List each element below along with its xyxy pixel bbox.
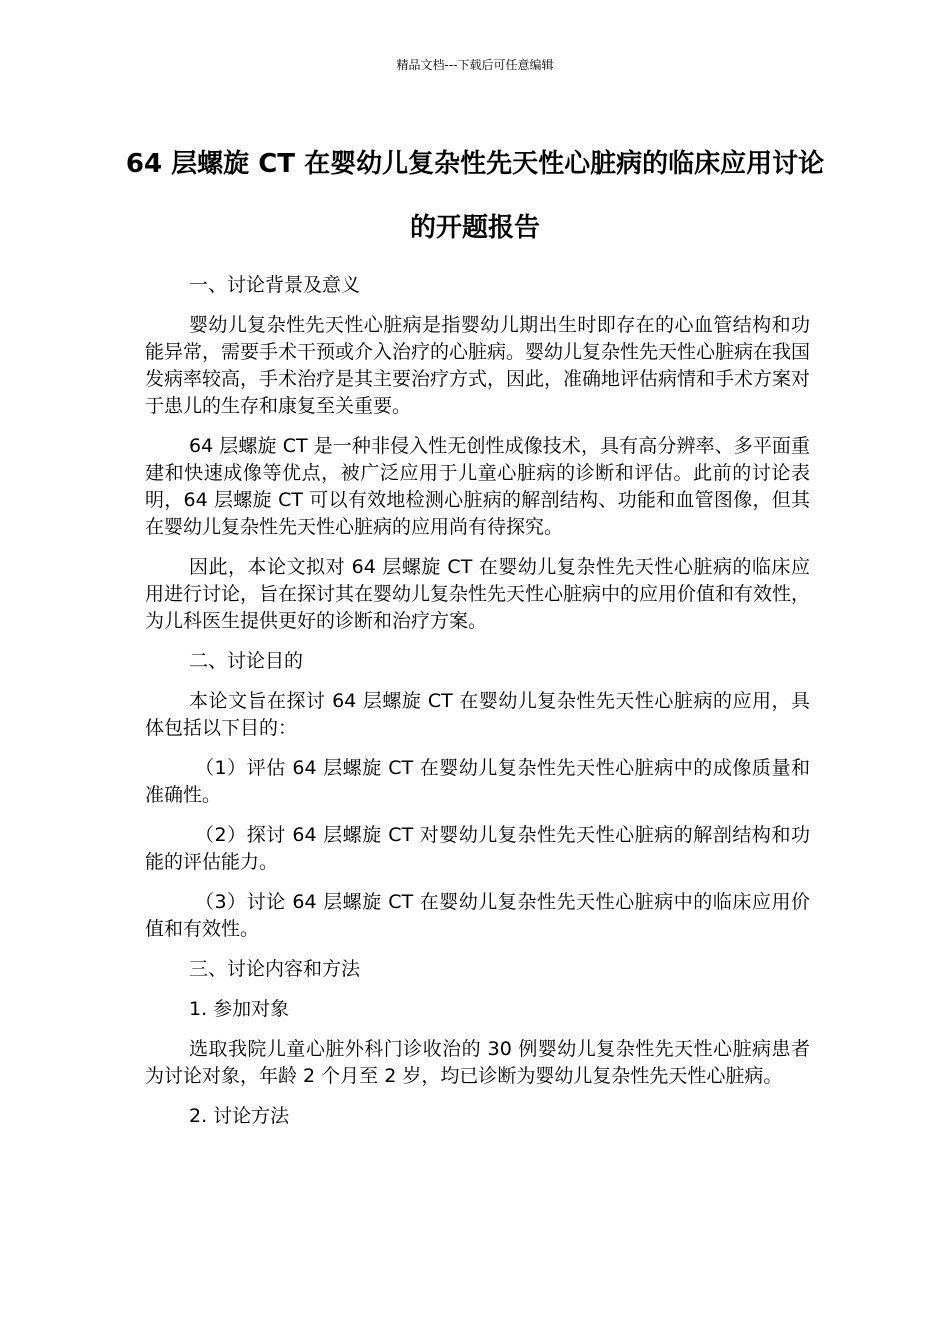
document-body (145, 272, 810, 1143)
paragraph-participants: 选取我院儿童心脏外科门诊收治的 30 例婴幼儿复杂性先天性心脏病患者为讨论对象，年龄 2 个月至 2 岁，均已诊断为婴幼儿复杂性先天性心脏病。 (145, 1038, 810, 1087)
section-heading-purpose: 二、讨论目的 (189, 650, 304, 672)
document-title: 64 层螺旋 CT 在婴幼儿复杂性先天性心脏病的临床应用讨论的开题报告 (125, 149, 825, 243)
paragraph-background-3: 因此，本论文拟对 64 层螺旋 CT 在婴幼儿复杂性先天性心脏病的临床应用进行讨论，旨在探讨其在婴幼儿复杂性先天性心脏病中的应用价值和有效性，为儿科医生提供更好的诊断和治疗方案。 (145, 556, 811, 632)
paragraph-background-2: 64 层螺旋 CT 是一种非侵入性无创性成像技术，具有高分辨率、多平面重建和快速成像等优点，被广泛应用于儿童心脏病的诊断和评估。此前的讨论表明，64 层螺旋 CT 可以有效地检测心脏病的解剖结构、功能和血管图像，但其在婴幼儿复杂性先天性心脏病的应用尚有待探究。 (145, 435, 810, 538)
section-heading-methods: 三、讨论内容和方法 (189, 958, 361, 980)
page-header-note: 精品文档---下载后可任意编辑 (396, 58, 554, 72)
section-heading-background: 一、讨论背景及意义 (189, 274, 361, 296)
purpose-item-1: （1）评估 64 层螺旋 CT 在婴幼儿复杂性先天性心脏病中的成像质量和准确性。 (145, 757, 810, 806)
purpose-item-2: （2）探讨 64 层螺旋 CT 对婴幼儿复杂性先天性心脏病的解剖结构和功能的评估能力。 (145, 824, 810, 873)
purpose-item-3: （3）讨论 64 层螺旋 CT 在婴幼儿复杂性先天性心脏病中的临床应用价值和有效性。 (145, 891, 810, 940)
subheading-participants: 1. 参加对象 (189, 998, 290, 1020)
subheading-methods: 2. 讨论方法 (189, 1105, 290, 1127)
paragraph-background-1: 婴幼儿复杂性先天性心脏病是指婴幼儿期出生时即存在的心血管结构和功能异常，需要手术干预或介入治疗的心脏病。婴幼儿复杂性先天性心脏病在我国发病率较高，手术治疗是其主要治疗方式，因此，准确地评估病情和手术方案对于患儿的生存和康复至关重要。 (145, 314, 811, 417)
paragraph-purpose-intro: 本论文旨在探讨 64 层螺旋 CT 在婴幼儿复杂性先天性心脏病的应用，具体包括以下目的： (145, 690, 810, 739)
